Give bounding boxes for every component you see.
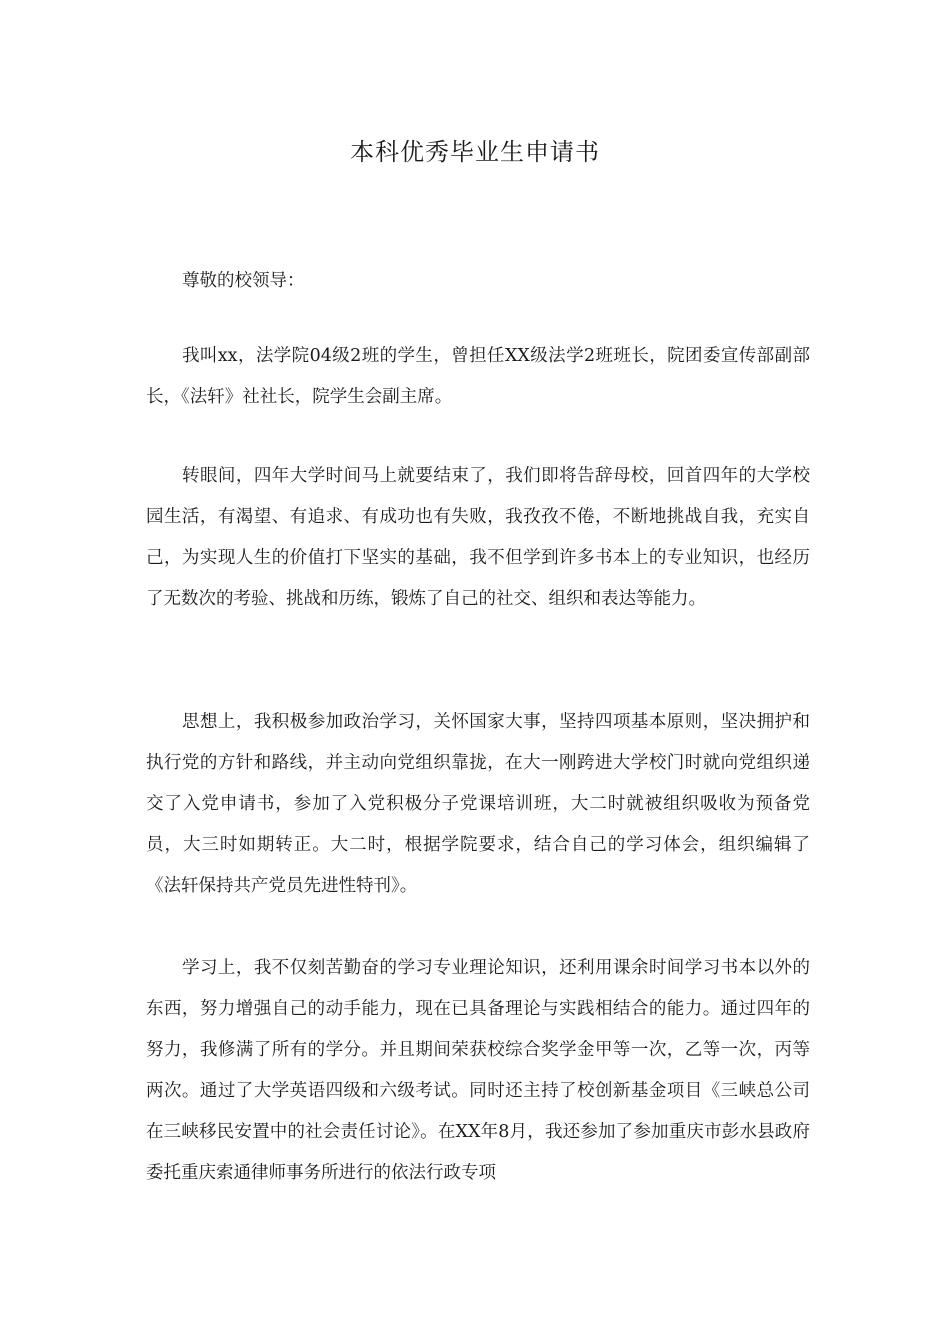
- paragraph-university-life: 转眼间，四年大学时间马上就要结束了，我们即将告辞母校，回首四年的大学校园生活，有渴望、有追求、有成功也有失败，我孜孜不倦，不断地挑战自我，充实自己，为实现人生的价值打下坚实的基础，我不但学到许多书本上的专业知识，也经历了无数次的考验、挑战和历练，锻炼了自己的社交、组织和表达等能力。: [146, 466, 810, 609]
- paragraph-introduction: 我叫xx，法学院04级2班的学生，曾担任XX级法学2班班长，院团委宣传部副部长，《法轩》社社长，院学生会副主席。: [146, 346, 810, 407]
- paragraph-political-thought: 思想上，我积极参加政治学习，关怀国家大事，坚持四项基本原则，坚决拥护和执行党的方针和路线，并主动向党组织靠拢，在大一刚跨进大学校门时就向党组织递交了入党申请书，参加了入党积极分子党课培训班，大二时就被组织吸收为预备党员，大三时如期转正。大二时，根据学院要求，结合自己的学习体会，组织编辑了《法轩保持共产党员先进性特刊》。: [146, 712, 810, 896]
- document-title: 本科优秀毕业生申请书: [350, 138, 600, 166]
- paragraph-study: 学习上，我不仅刻苦勤奋的学习专业理论知识，还利用课余时间学习书本以外的东西，努力增强自己的动手能力，现在已具备理论与实践相结合的能力。通过四年的努力，我修满了所有的学分。并且期间荣获校综合奖学金甲等一次，乙等一次，丙等两次。通过了大学英语四级和六级考试。同时还主持了校创新基金项目《三峡总公司在三峡移民安置中的社会责任讨论》。在XX年8月，我还参加了参加重庆市彭水县政府委托重庆索通律师事务所进行的依法行政专项: [146, 958, 810, 1183]
- salutation: 尊敬的校领导：: [182, 271, 305, 291]
